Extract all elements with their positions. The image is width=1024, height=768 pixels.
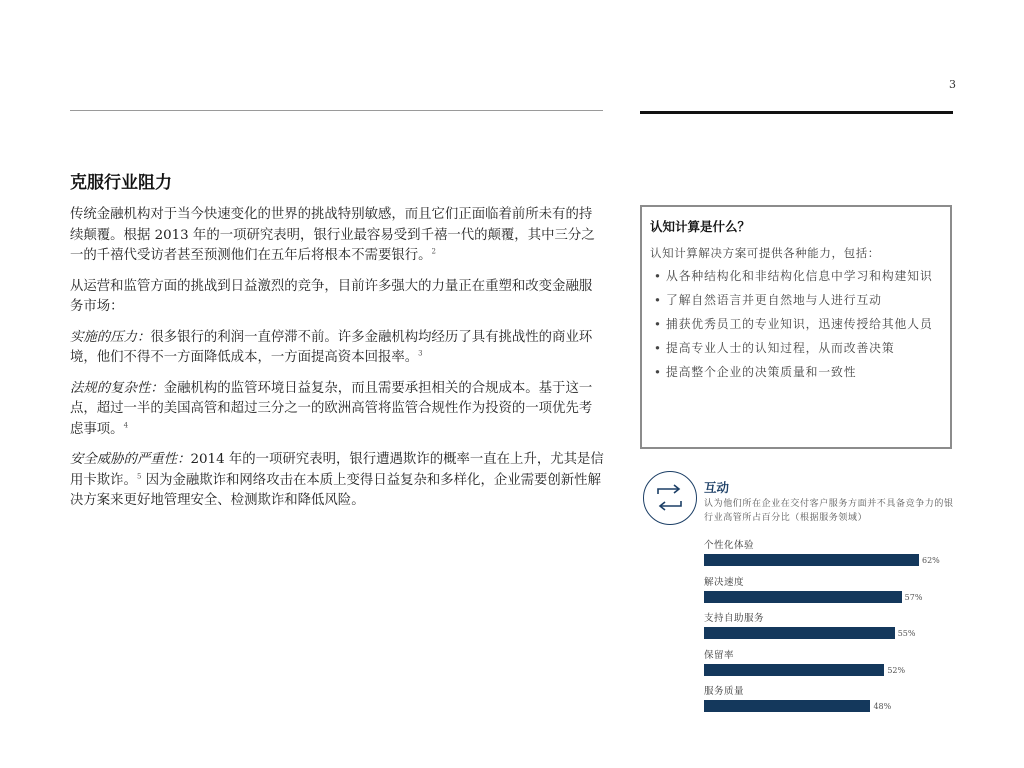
bar — [704, 700, 870, 712]
bar — [704, 664, 884, 676]
paragraph-lead: 法规的复杂性： — [70, 380, 164, 396]
bullet-icon: • — [654, 293, 662, 307]
body-text — [70, 205, 605, 522]
paragraph-lead: 实施的压力： — [70, 329, 151, 345]
bar-group — [704, 574, 959, 610]
two-way-arrows-icon-graphic — [644, 472, 695, 523]
footnote-ref[interactable]: 4 — [123, 421, 129, 430]
bar — [704, 554, 919, 566]
paragraph-security: 安全威胁的严重性：2014 年的一项研究表明，银行遭遇欺诈的概率一直在上升，尤其是信用卡欺诈。$^5$ 因为金融欺诈和网络攻击在本质上变得日益复杂和多样化，企业需要创新性解决方案来更好地管理安全、检测欺诈和降低风险。 — [70, 452, 604, 508]
stat-description: 认为他们所在企业在交付客户服务方面并不具备竞争力的银行业高管所占百分比（根据服务领域） — [704, 499, 954, 523]
bullet-icon: • — [654, 365, 662, 379]
bar-group — [704, 683, 959, 719]
bar-value-label: 55% — [897, 629, 916, 638]
paragraph-lead: 安全威胁的严重性： — [70, 452, 191, 467]
page-number: 3 — [949, 78, 956, 91]
footnote-ref[interactable]: 3 — [418, 349, 423, 358]
stat-title: 互动 — [704, 480, 730, 495]
bar-value-label: 48% — [873, 702, 892, 711]
bar-category-label: 个性化体验 — [704, 540, 755, 551]
paragraph-pressure: 实施的压力：很多银行的利润一直停滞不前。许多金融机构均经历了具有挑战性的商业环境，他们不得不一方面降低成本，一方面提高资本回报率。$^3$ — [70, 329, 593, 365]
sidebar-list-item: • 捕获优秀员工的专业知识，迅速传授给其他人员 — [654, 317, 933, 331]
sidebar-list-item: • 了解自然语言并更自然地与人进行互动 — [654, 293, 882, 307]
footnote-ref[interactable]: 2 — [431, 247, 437, 256]
footnote-ref[interactable]: 5 — [136, 472, 142, 481]
bar-value-label: 62% — [922, 556, 940, 565]
sidebar-list-item: • 从各种结构化和非结构化信息中学习和构建知识 — [654, 269, 933, 283]
bar-group — [704, 647, 959, 683]
paragraph-regulation: 法规的复杂性：金融机构的监管环境日益复杂，而且需要承担相关的合规成本。基于这一点，超过一半的美国高管和超过三分之一的欧洲高管将监管合规性作为投资的一项优先考虑事项。$^4$ — [70, 380, 593, 437]
sidebar-list-item: • 提高专业人士的认知过程，从而改善决策 — [654, 341, 895, 355]
bar-category-label: 支持自助服务 — [704, 613, 765, 624]
sidebar-list-item: • 提高整个企业的决策质量和一致性 — [654, 365, 857, 379]
cognitive-computing-sidebar — [640, 205, 952, 449]
bullet-icon: • — [654, 317, 662, 331]
bar-category-label: 服务质量 — [704, 686, 745, 697]
bullet-icon: • — [654, 269, 662, 283]
bar-value-label: 57% — [904, 592, 923, 602]
header-divider-left — [70, 110, 603, 111]
two-way-arrows-icon — [643, 471, 697, 525]
sidebar-intro: 认知计算解决方案可提供各种能力，包括： — [650, 246, 880, 260]
bar-value-label: 52% — [887, 665, 906, 675]
bar — [704, 627, 895, 639]
paragraph-intro: 传统金融机构对于当今快速变化的世界的挑战特别敏感，而且它们正面临着前所未有的持续颠覆。根据 2013 年的一项研究表明，银行业最容易受到千禧一代的颠覆，其中三分之一的千禧代受访者甚至预测他们在五年后将根本不需要银行。$^2$ — [70, 207, 595, 263]
bar — [704, 591, 902, 603]
bar-group — [704, 537, 959, 573]
sidebar-list — [650, 268, 940, 381]
bullet-icon: • — [654, 341, 662, 355]
bar-group — [704, 610, 959, 646]
section-title: 克服行业阻力 — [70, 173, 172, 193]
header-divider-right — [640, 111, 953, 114]
bar-category-label: 解决速度 — [704, 576, 745, 588]
paragraph-forces: 从运营和监管方面的挑战到日益激烈的竞争，目前许多强大的力量正在重塑和改变金融服务市场： — [70, 278, 593, 314]
bar-category-label: 保留率 — [704, 649, 735, 661]
service-gap-bar-chart — [704, 537, 959, 717]
sidebar-title: 认知计算是什么？ — [650, 219, 751, 234]
